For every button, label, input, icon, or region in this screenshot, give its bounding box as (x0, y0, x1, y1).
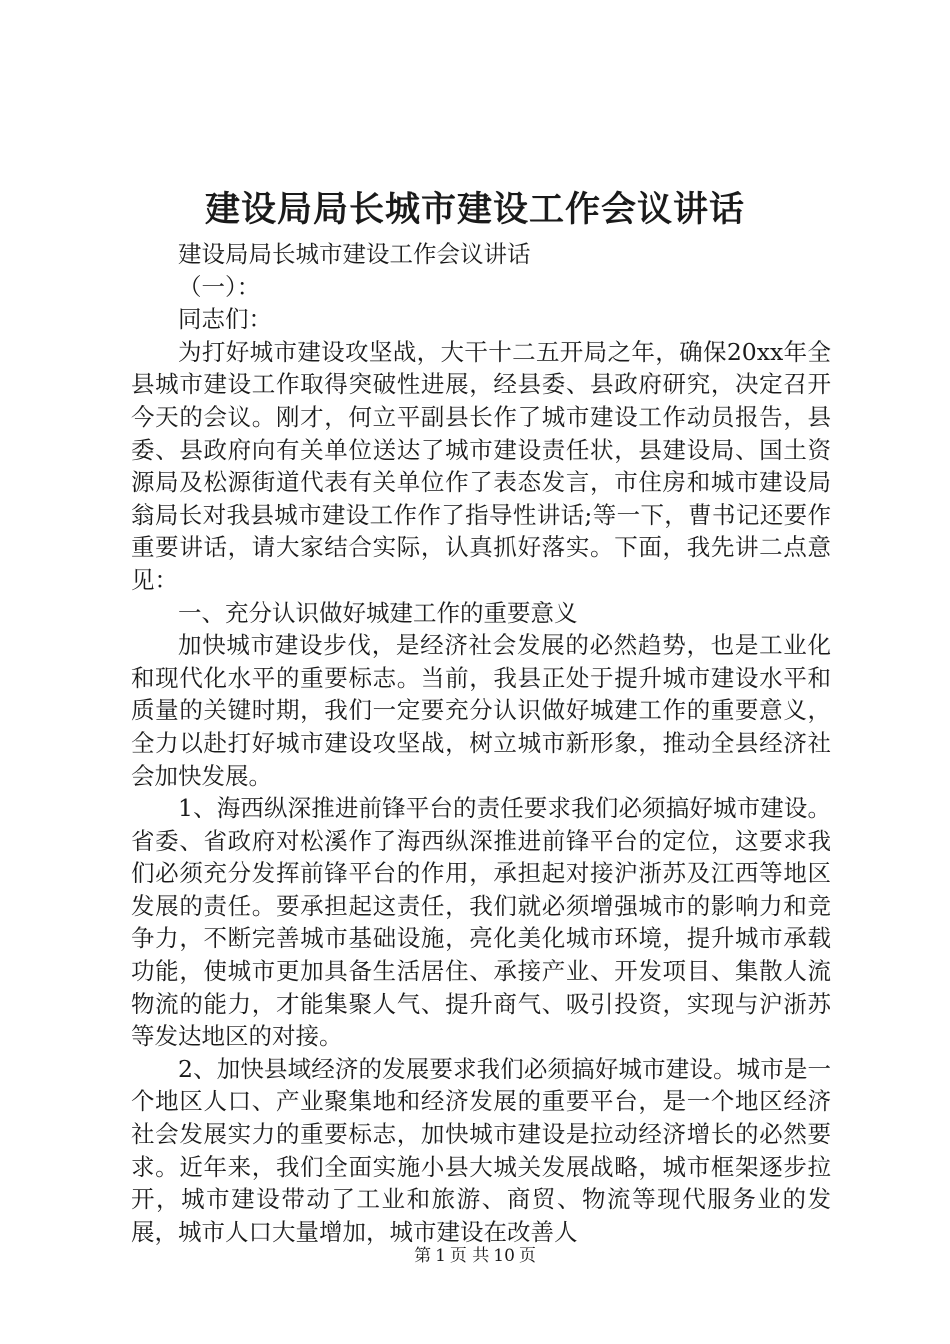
body-paragraph-point-2: 2、加快县域经济的发展要求我们必须搞好城市建设。城市是一个地区人口、产业聚集地和经济发展的重要平台，是一个地区经济社会发展实力的重要标志，加快城市建设是拉动经济增长的必然要求。近年来，我们全面实施小县大城关发展战略，城市框架逐步拉开，城市建设带动了工业和旅游、商贸、物流等现代服务业的发展，城市人口大量增加，城市建设在改善人 (131, 1054, 831, 1246)
body-paragraph-intro: 为打好城市建设攻坚战，大干十二五开局之年，确保20xx年全县城市建设工作取得突破性进展，经县委、县政府研究，决定召开今天的会议。刚才，何立平副县长作了城市建设工作动员报告，县委、县政府向有关单位送达了城市建设责任状，县建设局、国土资源局及松源街道代表有关单位作了表态发言，市住房和城市建设局翁局长对我县城市建设工作作了指导性讲话;等一下，曹书记还要作重要讲话，请大家结合实际，认真抓好落实。下面，我先讲二点意见： (131, 337, 831, 594)
footer-page-mid: 页 共 (449, 1246, 490, 1266)
body-section-heading: 一、充分认识做好城建工作的重要意义 (178, 598, 578, 627)
body-paragraph-significance: 加快城市建设步伐，是经济社会发展的必然趋势，也是工业化和现代化水平的重要标志。当前，我县正处于提升城市建设水平和质量的关键时期，我们一定要充分认识做好城建工作的重要意义，全力以赴打好城市建设攻坚战，树立城市新形象，推动全县经济社会加快发展。 (131, 631, 831, 790)
footer-page-suffix: 页 (518, 1246, 536, 1266)
footer-page-number: 1 (435, 1246, 446, 1266)
document-body (131, 238, 831, 1248)
footer-page-total: 10 (493, 1246, 515, 1266)
page-footer (0, 1244, 950, 1268)
body-paragraph-salutation: 同志们： (178, 305, 272, 334)
document-title: 建设局局长城市建设工作会议讲话 (204, 189, 745, 230)
footer-page-prefix: 第 (414, 1246, 432, 1266)
body-paragraph-section-marker: （一）： (178, 272, 261, 301)
body-paragraph-point-1: 1、海西纵深推进前锋平台的责任要求我们必须搞好城市建设。省委、省政府对松溪作了海西纵深推进前锋平台的定位，这要求我们必须充分发挥前锋平台的作用，承担起对接沪浙苏及江西等地区发展的责任。要承担起这责任，我们就必须增强城市的影响力和竞争力，不断完善城市基础设施，亮化美化城市环境，提升城市承载功能，使城市更加具备生活居住、承接产业、开发项目、集散人流物流的能力，才能集聚人气、提升商气、吸引投资，实现与沪浙苏等发达地区的对接。 (131, 794, 831, 1051)
body-paragraph-subtitle: 建设局局长城市建设工作会议讲话 (178, 240, 531, 268)
